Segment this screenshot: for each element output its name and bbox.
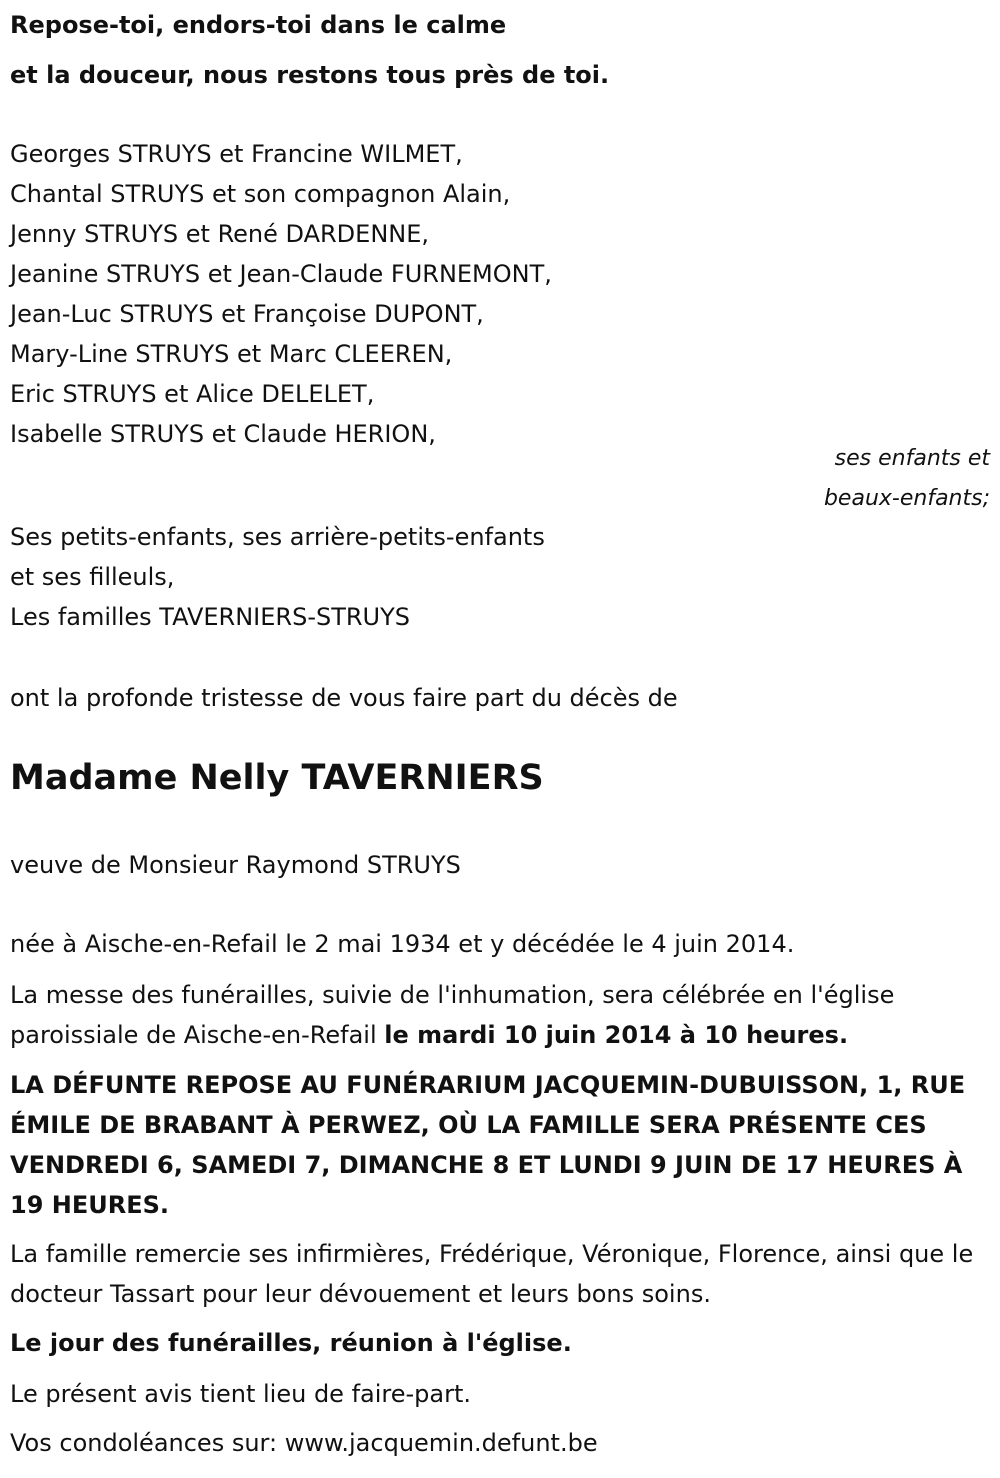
mass-text: La messe des funérailles, suivie de l'inhumation, sera célébrée en l'église paroissiale de Aische-en-Refail xyxy=(10,981,895,1049)
widow-of-text: veuve de Monsieur Raymond STRUYS xyxy=(10,851,461,879)
funeral-mass-text xyxy=(10,975,995,1055)
announcement-text: ont la profonde tristesse de vous faire part du décès de xyxy=(10,684,678,712)
verse-line-1: Repose-toi, endors-toi dans le calme xyxy=(10,11,507,39)
verse-line-2: et la douceur, nous restons tous près de toi. xyxy=(10,61,610,89)
faire-part-text: Le présent avis tient lieu de faire-part. xyxy=(10,1380,472,1408)
list-item: Jeanine STRUYS et Jean-Claude FURNEMONT, xyxy=(10,260,552,288)
meeting-text: Le jour des funérailles, réunion à l'église. xyxy=(10,1329,572,1357)
condolences-text: Vos condoléances sur: www.jacquemin.defunt.be xyxy=(10,1429,598,1457)
thanks-text: La famille remercie ses infirmières, Frédérique, Véronique, Florence, ainsi que le docteur Tassart pour leur dévouement et leurs bons soins. xyxy=(10,1240,974,1308)
list-item: Les familles TAVERNIERS-STRUYS xyxy=(10,603,411,631)
children-note-line-1: ses enfants et xyxy=(834,446,990,471)
birth-death-text: née à Aische-en-Refail le 2 mai 1934 et y décédée le 4 juin 2014. xyxy=(10,930,795,958)
mass-date: le mardi 10 juin 2014 à 10 heures. xyxy=(384,1021,849,1049)
list-item: et ses filleuls, xyxy=(10,563,175,591)
extended-family-list xyxy=(10,523,545,643)
children-note-line-2: beaux-enfants; xyxy=(823,486,990,511)
list-item: Chantal STRUYS et son compagnon Alain, xyxy=(10,180,511,208)
list-item: Isabelle STRUYS et Claude HERION, xyxy=(10,420,436,448)
funerarium-notice: LA DÉFUNTE REPOSE AU FUNÉRARIUM JACQUEMIN-DUBUISSON, 1, RUE ÉMILE DE BRABANT À PERWEZ, OÙ LA FAMILLE SERA PRÉSENTE CES VENDREDI 6, SAMEDI 7, DIMANCHE 8 ET LUNDI 9 JUIN DE 17 HEURES À 19 HEURES. xyxy=(10,1071,966,1219)
list-item: Jean-Luc STRUYS et Françoise DUPONT, xyxy=(10,300,484,328)
list-item: Mary-Line STRUYS et Marc CLEEREN, xyxy=(10,340,453,368)
list-item: Georges STRUYS et Francine WILMET, xyxy=(10,140,463,168)
children-list xyxy=(10,140,552,460)
list-item: Ses petits-enfants, ses arrière-petits-enfants xyxy=(10,523,545,551)
list-item: Eric STRUYS et Alice DELELET, xyxy=(10,380,375,408)
deceased-name: Madame Nelly TAVERNIERS xyxy=(10,758,544,798)
list-item: Jenny STRUYS et René DARDENNE, xyxy=(10,220,430,248)
